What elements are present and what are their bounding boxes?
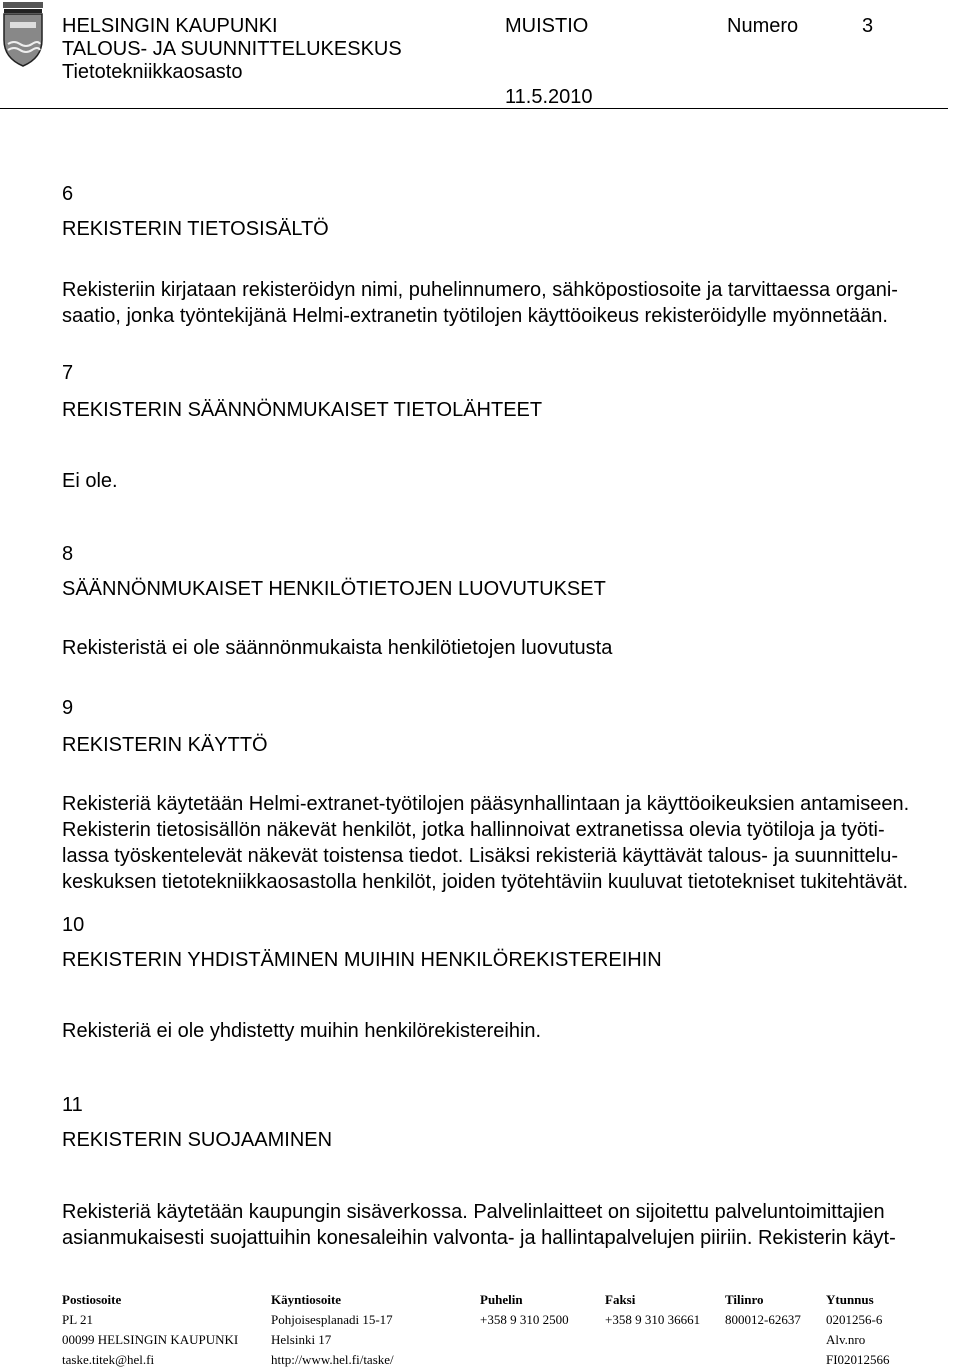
header-number-value: 3 [862,15,874,37]
section-9-line: lassa työskentelevät näkevät toistensa tiedot. Lisäksi rekisteriä käyttävät talous- ja suunnittelu- [62,845,898,867]
section-6-number: 6 [62,183,74,205]
section-6-line: saatio, jonka työntekijänä Helmi-extranetin työtilojen käyttöoikeus rekisteröidylle myönnetään. [62,305,888,327]
footer-kayntiosoite-line: Pohjoisesplanadi 15-17 [271,1312,393,1327]
section-9-number: 9 [62,697,74,719]
section-10-number: 10 [62,914,85,936]
header-org: HELSINGIN KAUPUNKI [62,15,278,37]
section-8-title: SÄÄNNÖNMUKAISET HENKILÖTIETOJEN LUOVUTUKSET [62,578,606,600]
footer-faksi [605,1290,700,1330]
footer-ytunnus-line: FI02012566 [826,1352,890,1367]
footer-postiosoite-line: PL 21 [62,1312,93,1327]
footer-ytunnus [826,1290,890,1370]
footer-tilinro [725,1290,801,1330]
section-9-line: Rekisteriä käytetään Helmi-extranet-työtilojen pääsynhallintaan ja käyttöoikeuksien antamiseen. [62,793,910,815]
section-11-number: 11 [62,1094,83,1116]
header-date: 11.5.2010 [505,86,593,108]
section-9-title: REKISTERIN KÄYTTÖ [62,734,268,756]
section-6-body [62,277,942,329]
footer-postiosoite [62,1290,238,1370]
footer-ytunnus-line: 0201256-6 [826,1312,883,1327]
header-number-label: Numero [727,15,799,37]
section-11-line: asianmukaisesti suojattuihin konesaleihin valvonta- ja hallintapalvelujen piiriin. Rekisterin käyt- [62,1227,896,1249]
footer-website-link[interactable]: http://www.hel.fi/taske/ [271,1352,394,1367]
footer-email-link[interactable]: taske.titek@hel.fi [62,1352,155,1367]
section-11-body [62,1199,942,1251]
footer-ytunnus-line: Alv.nro [826,1332,866,1347]
footer-puhelin [480,1290,569,1330]
section-11-line: Rekisteriä käytetään kaupungin sisäverkossa. Palvelinlaitteet on sijoitettu palveluntoimittajien [62,1201,885,1223]
footer-tilinro-value: 800012-62637 [725,1312,801,1327]
section-9-line: keskuksen tietotekniikkaosastolla henkilöt, joiden työtehtäviin kuuluvat tietotekniset tukitehtävät. [62,871,909,893]
section-9-body [62,791,942,895]
footer-puhelin-value: +358 9 310 2500 [480,1312,569,1327]
section-7-number: 7 [62,362,74,384]
footer-puhelin-label: Puhelin [480,1292,523,1307]
header-dept: TALOUS- JA SUUNNITTELUKESKUS [62,38,402,60]
header-doc-type: MUISTIO [505,15,589,37]
section-7-title: REKISTERIN SÄÄNNÖNMUKAISET TIETOLÄHTEET [62,399,543,421]
footer-postiosoite-label: Postiosoite [62,1292,122,1307]
section-10-title: REKISTERIN YHDISTÄMINEN MUIHIN HENKILÖREKISTEREIHIN [62,949,662,971]
section-8-body: Rekisteristä ei ole säännönmukaista henkilötietojen luovutusta [62,637,613,659]
header-divider [0,108,948,109]
footer-tilinro-label: Tilinro [725,1292,764,1307]
section-7-body: Ei ole. [62,470,118,492]
header-unit: Tietotekniikkaosasto [62,61,243,83]
section-10-body: Rekisteriä ei ole yhdistetty muihin henkilörekistereihin. [62,1020,542,1042]
footer-postiosoite-line: 00099 HELSINGIN KAUPUNKI [62,1332,239,1347]
helsinki-coat-of-arms-logo [0,0,48,70]
footer-faksi-value: +358 9 310 36661 [605,1312,701,1327]
footer-faksi-label: Faksi [605,1292,636,1307]
section-11-title: REKISTERIN SUOJAAMINEN [62,1129,333,1151]
footer-kayntiosoite-line: Helsinki 17 [271,1332,332,1347]
footer-ytunnus-label: Ytunnus [826,1292,874,1307]
section-9-line: Rekisterin tietosisällön näkevät henkilöt, jotka hallinnoivat extranetissa olevia työtiloja ja työti- [62,819,885,841]
section-8-number: 8 [62,543,74,565]
section-6-line: Rekisteriin kirjataan rekisteröidyn nimi, puhelinnumero, sähköpostiosoite ja tarvittaessa organi- [62,279,898,301]
footer-kayntiosoite [271,1290,394,1370]
section-6-title: REKISTERIN TIETOSISÄLTÖ [62,218,329,240]
footer-kayntiosoite-label: Käyntiosoite [271,1292,342,1307]
